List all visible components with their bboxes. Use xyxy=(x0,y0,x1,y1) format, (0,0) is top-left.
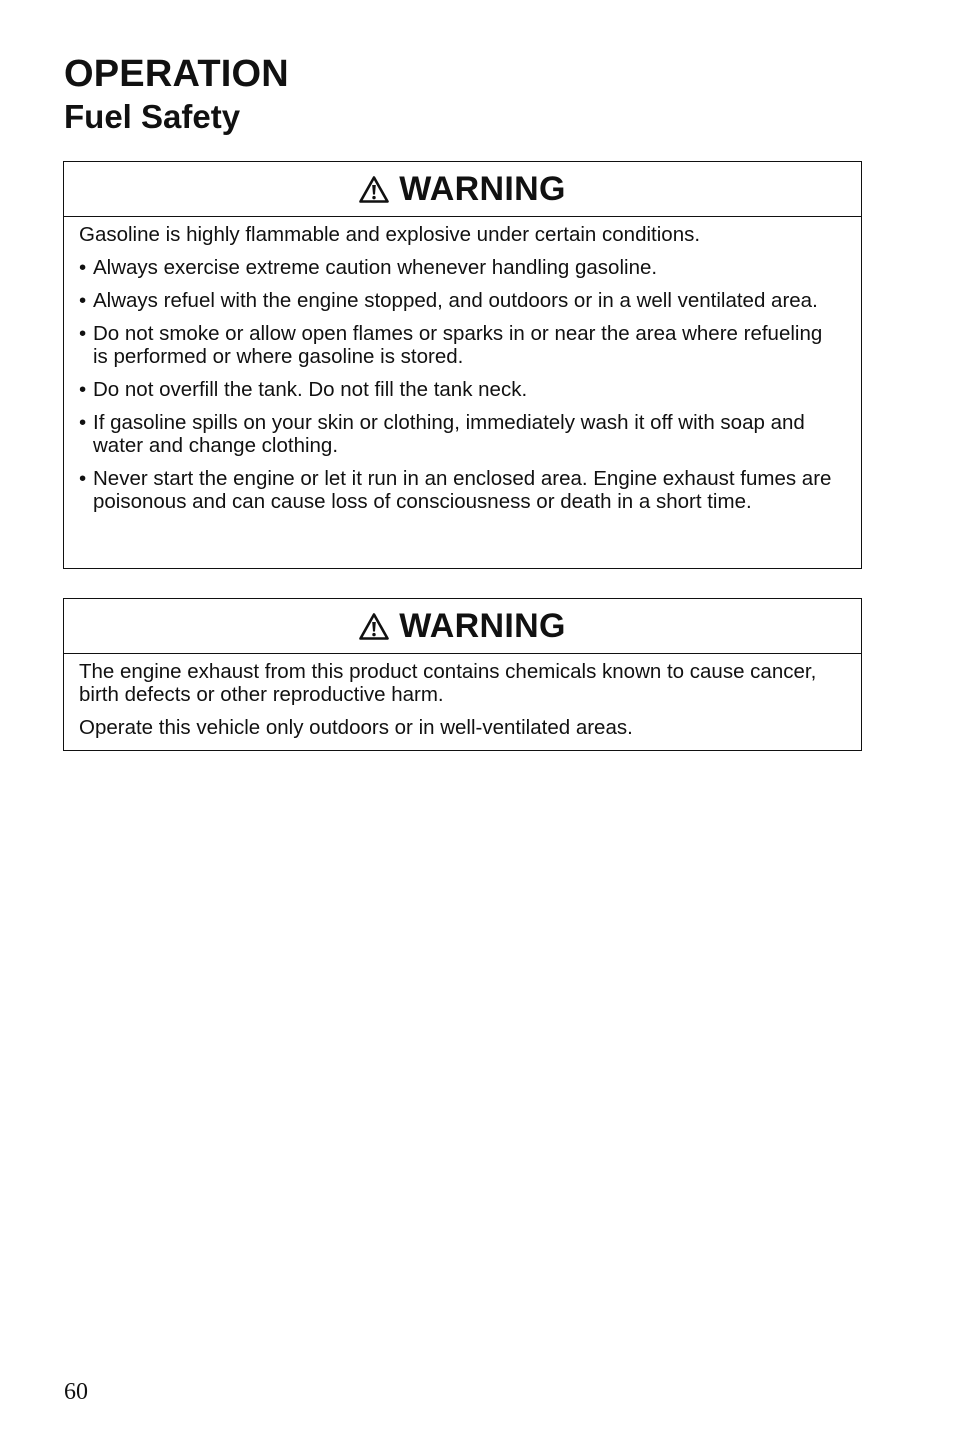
warning-label: WARNING xyxy=(399,170,566,208)
warning-triangle-icon xyxy=(359,176,389,203)
fuel-warning-box xyxy=(63,161,862,569)
list-item: • Do not smoke or allow open flames or sparks in or near the area where refueling is performed or where gasoline is stored. xyxy=(79,322,837,368)
warning-label: WARNING xyxy=(399,607,566,645)
warning-paragraph: Operate this vehicle only outdoors or in well-ventilated areas. xyxy=(79,716,633,739)
warning-intro: Gasoline is highly flammable and explosive under certain conditions. xyxy=(79,223,701,246)
section-title: OPERATION xyxy=(64,53,289,95)
page-number: 60 xyxy=(64,1379,88,1405)
warning-header xyxy=(64,599,861,654)
list-item: • Never start the engine or let it run in an enclosed area. Engine exhaust fumes are poisonous and can cause loss of consciousness or death in a short time. xyxy=(79,467,837,513)
warning-triangle-icon xyxy=(359,613,389,640)
warning-header xyxy=(64,162,861,217)
warning-bullet-list xyxy=(79,256,837,513)
list-item: • Always exercise extreme caution whenever handling gasoline. xyxy=(79,256,837,279)
list-item: • If gasoline spills on your skin or clothing, immediately wash it off with soap and water and change clothing. xyxy=(79,411,837,457)
warning-paragraph: The engine exhaust from this product contains chemicals known to cause cancer, birth defects or other reproductive harm. xyxy=(79,660,817,706)
subsection-title: Fuel Safety xyxy=(64,98,241,135)
list-item: • Do not overfill the tank. Do not fill the tank neck. xyxy=(79,378,837,401)
exhaust-warning-box xyxy=(63,598,862,751)
warning-body xyxy=(64,217,861,513)
warning-body xyxy=(64,654,861,739)
list-item: • Always refuel with the engine stopped, and outdoors or in a well ventilated area. xyxy=(79,289,837,312)
